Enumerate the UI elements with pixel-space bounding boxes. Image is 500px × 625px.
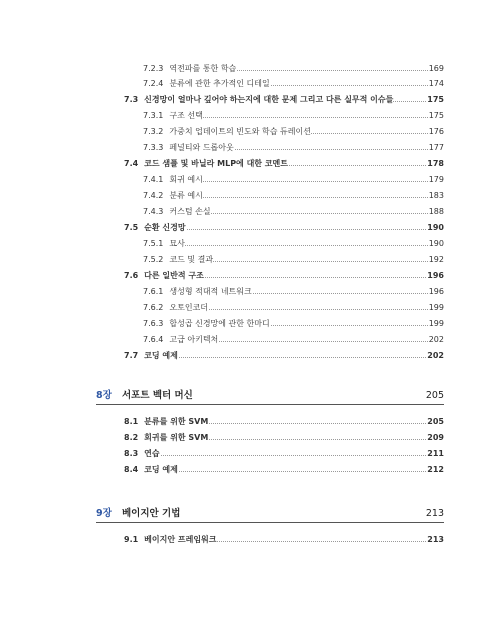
chapter-title: 베이지안 기법: [122, 508, 181, 519]
section-title: 코드 샘플 및 바닐라 MLP에 대한 코멘트: [144, 159, 288, 168]
chapter-page-number: 205: [425, 390, 444, 401]
section-number: 7.4.2: [143, 191, 164, 200]
section-number: 7.5.1: [143, 239, 164, 248]
page-number: 202: [428, 335, 444, 344]
page-number: 213: [427, 535, 444, 544]
toc-entry-7-6-1[interactable]: [0, 286, 500, 298]
section-number: 7.3.1: [143, 111, 164, 120]
page-number: 174: [428, 79, 444, 88]
toc-entry-8-1[interactable]: [0, 416, 500, 428]
leader-dots: [143, 245, 430, 246]
section-title: 역전파를 통한 학습: [169, 64, 237, 73]
section-title: 코드 및 결과: [169, 255, 214, 264]
toc-entry-7-6-4[interactable]: [0, 334, 500, 346]
section-title: 합성곱 신경망에 관한 한마디: [169, 319, 270, 328]
page-number: 175: [428, 111, 444, 120]
section-number: 8.4: [124, 465, 139, 474]
section-title: 베이지안 프레임워크: [144, 535, 217, 544]
toc-entry-7-3[interactable]: [0, 94, 500, 106]
section-number: 7.4: [124, 159, 139, 168]
toc-entry-8-4[interactable]: [0, 464, 500, 476]
section-title: 회귀 예시: [169, 175, 203, 184]
section-title: 커스텀 손실: [169, 207, 211, 216]
leader-dots: [124, 455, 430, 456]
toc-entry-8-3[interactable]: [0, 448, 500, 460]
chapter-number: 9장: [96, 508, 112, 519]
section-number: 8.3: [124, 449, 139, 458]
section-number: 7.6.4: [143, 335, 164, 344]
page-number: 176: [428, 127, 444, 136]
section-number: 7.2.4: [143, 79, 164, 88]
chapter-heading-9[interactable]: [96, 506, 444, 523]
page-number: 211: [427, 449, 444, 458]
toc-entry-7-5[interactable]: [0, 222, 500, 234]
toc-entry-7-6-3[interactable]: [0, 318, 500, 330]
toc-entry-7-2-4[interactable]: [0, 78, 500, 90]
section-number: 7.3.2: [143, 127, 164, 136]
section-title: 다른 일반적 구조: [144, 271, 204, 280]
section-number: 7.7: [124, 351, 139, 360]
page-number: 196: [428, 287, 444, 296]
toc-entry-8-2[interactable]: [0, 432, 500, 444]
section-number: 7.2.3: [143, 64, 164, 73]
section-title: 생성형 적대적 네트워크: [169, 287, 252, 296]
page-number: 190: [428, 239, 444, 248]
toc-entry-7-4-3[interactable]: [0, 206, 500, 218]
page-number: 179: [428, 175, 444, 184]
section-number: 7.5.2: [143, 255, 164, 264]
page-number: 209: [427, 433, 444, 442]
toc-entry-7-5-2[interactable]: [0, 254, 500, 266]
section-number: 7.3.3: [143, 143, 164, 152]
section-number: 7.6: [124, 271, 139, 280]
section-title: 코딩 예제: [144, 351, 178, 360]
page-number: 169: [428, 64, 444, 73]
section-number: 7.5: [124, 223, 139, 232]
page-number: 178: [427, 159, 444, 168]
section-title: 신경망이 얼마나 깊어야 하는지에 대한 문제 그리고 다른 실무적 이슈들: [144, 95, 394, 104]
toc-entry-9-1[interactable]: [0, 534, 500, 546]
toc-entry-7-5-1[interactable]: [0, 238, 500, 250]
section-number: 8.2: [124, 433, 139, 442]
section-number: 7.6.2: [143, 303, 164, 312]
page-number: 202: [427, 351, 444, 360]
chapter-title: 서포트 벡터 머신: [122, 390, 193, 401]
section-title: 묘사: [169, 239, 185, 248]
section-title: 분류 예시: [169, 191, 203, 200]
section-title: 분류에 관한 추가적인 디테일: [169, 79, 270, 88]
page-number: 212: [427, 465, 444, 474]
page-number: 196: [427, 271, 444, 280]
section-title: 회귀를 위한 SVM: [144, 433, 209, 442]
section-number: 7.6.1: [143, 287, 164, 296]
toc-entry-7-2-3[interactable]: [0, 63, 500, 75]
page-number: 175: [427, 95, 444, 104]
chapter-heading-8[interactable]: [96, 388, 444, 405]
section-number: 7.3: [124, 95, 139, 104]
section-title: 연습: [144, 449, 160, 458]
section-title: 고급 아키텍처: [169, 335, 219, 344]
section-number: 9.1: [124, 535, 139, 544]
page-number: 199: [428, 319, 444, 328]
section-title: 페널티와 드롭아웃: [169, 143, 234, 152]
section-title: 순환 신경망: [144, 223, 186, 232]
page-number: 205: [427, 417, 444, 426]
toc-entry-7-3-2[interactable]: [0, 126, 500, 138]
toc-entry-7-3-1[interactable]: [0, 110, 500, 122]
toc-entry-7-4-2[interactable]: [0, 190, 500, 202]
section-title: 가중치 업데이트의 빈도와 학습 듀레이션: [169, 127, 311, 136]
toc-entry-7-6[interactable]: [0, 270, 500, 282]
page-number: 183: [428, 191, 444, 200]
section-title: 오토인코더: [169, 303, 208, 312]
toc-entry-7-7[interactable]: [0, 350, 500, 362]
section-title: 코딩 예제: [144, 465, 178, 474]
chapter-number: 8장: [96, 390, 112, 401]
page-number: 177: [428, 143, 444, 152]
page-number: 192: [428, 255, 444, 264]
section-title: 분류를 위한 SVM: [144, 417, 209, 426]
page-number: 199: [428, 303, 444, 312]
section-number: 7.6.3: [143, 319, 164, 328]
toc-entry-7-4-1[interactable]: [0, 174, 500, 186]
chapter-page-number: 213: [425, 508, 444, 519]
page-number: 188: [428, 207, 444, 216]
section-number: 7.4.3: [143, 207, 164, 216]
section-number: 7.4.1: [143, 175, 164, 184]
section-number: 8.1: [124, 417, 139, 426]
toc-entry-7-3-3[interactable]: [0, 142, 500, 154]
page-number: 190: [427, 223, 444, 232]
toc-entry-7-6-2[interactable]: [0, 302, 500, 314]
toc-entry-7-4[interactable]: [0, 158, 500, 170]
section-title: 구조 선택: [169, 111, 203, 120]
